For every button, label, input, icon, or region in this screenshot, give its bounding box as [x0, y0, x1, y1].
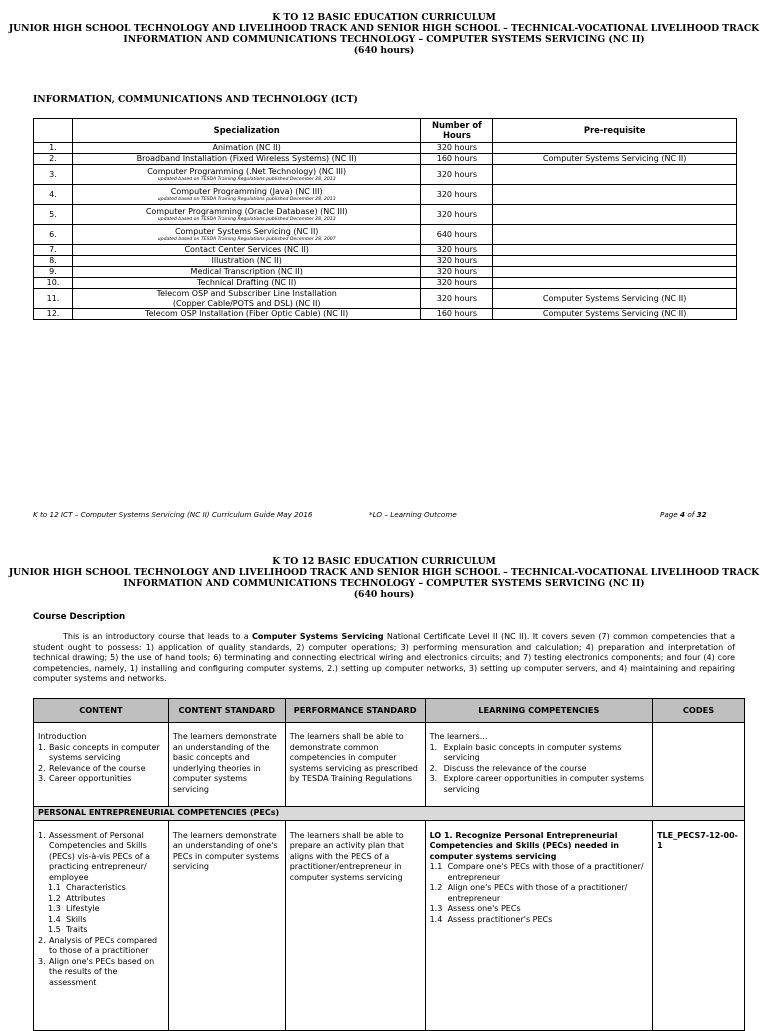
learning-competencies-table: [33, 698, 745, 1031]
list-item-text: Analysis of PECs compared to those of a practitioner: [49, 935, 158, 955]
list-item-text: Basic concepts in computer systems servicing: [49, 742, 160, 762]
list-item-number: 1.1: [48, 883, 61, 892]
header-line-1: K TO 12 BASIC EDUCATION CURRICULUM: [272, 556, 496, 567]
footer-left: K to 12 ICT – Computer Systems Servicing (NC II) Curriculum Guide May 2016: [33, 510, 313, 519]
intro-learning-competencies-cell: [425, 723, 653, 807]
list-item-number: 1.4: [429, 914, 443, 924]
list-item-number: 3.: [38, 774, 46, 783]
list-item: [38, 894, 164, 905]
list-item-text: Lifestyle: [66, 904, 100, 913]
pecs-learning-competencies-cell: [425, 820, 653, 1030]
table-row-introduction: [34, 723, 745, 807]
table-row: [34, 278, 737, 289]
list-item: [430, 862, 649, 883]
specialization-name: Computer Systems Servicing (NC II): [174, 227, 319, 236]
row-hours: 320 hours: [421, 278, 493, 289]
row-prerequisite: [493, 256, 737, 267]
row-number: 5.: [34, 205, 73, 225]
header-learning-competencies: LEARNING COMPETENCIES: [425, 699, 653, 723]
header-line-3: INFORMATION AND COMMUNICATIONS TECHNOLOGY – COMPUTER SYSTEMS SERVICING (NC II): [123, 578, 645, 589]
specialization-name: Medical Transcription (NC II): [190, 267, 303, 277]
lc-header-row: [34, 699, 745, 723]
list-item: [38, 743, 164, 764]
header-line-1: K TO 12 BASIC EDUCATION CURRICULUM: [272, 12, 496, 23]
specialization-name-line-2: (Copper Cable/POTS and DSL) (NC II): [172, 298, 321, 308]
intro-list: [38, 743, 164, 785]
course-desc-part1: This is an introductory course that leads to a: [63, 632, 249, 641]
header-codes: CODES: [653, 699, 745, 723]
row-hours: 160 hours: [421, 309, 493, 320]
specialization-name: Computer Programming (Java) (NC III): [170, 187, 323, 196]
pecs-content-cell: [34, 820, 169, 1030]
course-description-title: Course Description: [33, 612, 126, 622]
specialization-name: Contact Center Services (NC II): [184, 245, 309, 255]
header-line-2: JUNIOR HIGH SCHOOL TECHNOLOGY AND LIVELIHOOD TRACK AND SENIOR HIGH SCHOOL – TECHNICAL-VOCATIONAL LIVELIHOOD TRACK: [8, 23, 760, 34]
footer-middle: *LO – Learning Outcome: [369, 510, 457, 519]
table-row: [34, 185, 737, 205]
row-hours: 320 hours: [421, 205, 493, 225]
row-specialization: [72, 205, 420, 225]
table-row: [34, 165, 737, 185]
course-desc-part2: National Certificate Level II (NC II). It covers seven (7) common competencies that a student ought to possess: 1) application of quality standards, 2) computer operations; 3) performing mensuration and calculation; 4) preparation and interpretation of technical drawing; 5) the use of hand tools; 6) terminating and connecting electrical wiring and electronics circuits; and 7) testing electronics components; and four (4) core competencies, namely, 1) installing and configuring computer systems, 2.) setting up computer networks, 3) setting up computer servers, and 4) maintaining and repairing computer systems and networks.: [33, 632, 736, 683]
footer-page-number: [660, 510, 707, 519]
table-row-pecs-bar: [34, 807, 745, 821]
row-number: 1.: [34, 143, 73, 154]
row-prerequisite: Computer Systems Servicing (NC II): [493, 309, 737, 320]
table-row: [34, 143, 737, 154]
row-prerequisite: [493, 225, 737, 245]
row-specialization: [72, 267, 420, 278]
row-number: 3.: [34, 165, 73, 185]
list-item-number: 1.2: [429, 883, 443, 892]
specialization-name: Animation (NC II): [212, 143, 281, 153]
intro-content-standard: The learners demonstrate an understanding of the basic concepts and underlying theories in computer systems servicing: [168, 723, 285, 807]
list-item-number: 2.: [38, 763, 46, 773]
specialization-name: Computer Programming (.Net Technology) (NC III): [147, 167, 347, 176]
specialization-name: Computer Programming (Oracle Database) (NC III): [145, 207, 348, 216]
header-num: [34, 119, 73, 143]
row-specialization: [72, 289, 420, 309]
list-item: [38, 764, 164, 775]
section-title: INFORMATION, COMMUNICATIONS AND TECHNOLOGY (ICT): [33, 94, 358, 105]
specialization-table: [33, 118, 737, 320]
row-specialization: [72, 309, 420, 320]
pecs-list: [38, 831, 164, 989]
row-number: 11.: [34, 289, 73, 309]
row-prerequisite: [493, 143, 737, 154]
table-row: [34, 245, 737, 256]
page-label: Page: [660, 510, 678, 519]
list-item: [430, 774, 649, 795]
specialization-note: updated based on TESDA Training Regulations published December 28, 2013: [157, 176, 336, 182]
list-item-number: 2.: [429, 763, 438, 773]
page-header-2: [0, 556, 768, 600]
table-row: [34, 256, 737, 267]
intro-performance-standard: The learners shall be able to demonstrate common competencies in computer systems servicing as prescribed by TESDA Training Regulations: [285, 723, 425, 807]
header-specialization: Specialization: [72, 119, 420, 143]
intro-content-cell: [34, 723, 169, 807]
row-prerequisite: [493, 185, 737, 205]
row-number: 9.: [34, 267, 73, 278]
list-item-text: Explain basic concepts in computer systems servicing: [443, 742, 622, 762]
specialization-name: Broadband Installation (Fixed Wireless Systems) (NC II): [136, 154, 357, 164]
intro-lc-lead: The learners…: [429, 732, 488, 741]
list-item-number: 1.4: [48, 914, 61, 924]
table-row: [34, 225, 737, 245]
list-item-number: 3.: [429, 774, 438, 783]
list-item-text: Career opportunities: [49, 774, 132, 783]
list-item-text: Attributes: [66, 893, 106, 903]
row-hours: 160 hours: [421, 154, 493, 165]
row-specialization: [72, 143, 420, 154]
row-prerequisite: [493, 165, 737, 185]
intro-code: [653, 723, 745, 807]
list-item-number: 1.2: [48, 893, 61, 903]
row-hours: 320 hours: [421, 289, 493, 309]
row-number: 4.: [34, 185, 73, 205]
list-item-text: Compare one's PECs with those of a practitioner/ entrepreneur: [447, 862, 644, 882]
row-hours: 320 hours: [421, 185, 493, 205]
header-line-4: (640 hours): [353, 45, 415, 56]
table-row: [34, 154, 737, 165]
header-hours: Number of Hours: [421, 119, 493, 143]
list-item-text: Align one's PECs with those of a practitioner/ entrepreneur: [447, 883, 628, 903]
specialization-name: Illustration (NC II): [211, 256, 282, 266]
header-line-4: (640 hours): [353, 589, 415, 600]
specialization-note: updated based on TESDA Training Regulations published December 28, 2013: [157, 196, 336, 202]
list-item-text: Align one's PECs based on the results of the assessment: [49, 956, 155, 987]
pecs-content-standard: The learners demonstrate an understanding of one's PECs in computer systems servicing: [168, 820, 285, 1030]
list-item-number: 1.5: [48, 925, 61, 934]
row-number: 12.: [34, 309, 73, 320]
list-item-number: 1.1: [429, 862, 443, 871]
row-hours: 320 hours: [421, 256, 493, 267]
table-row: [34, 267, 737, 278]
list-item-text: Relevance of the course: [49, 763, 146, 773]
row-hours: 320 hours: [421, 267, 493, 278]
course-description-body: [33, 632, 735, 685]
row-hours: 320 hours: [421, 143, 493, 154]
page-of: of: [687, 510, 695, 519]
lo-1-title: LO 1. Recognize Personal Entrepreneurial Competencies and Skills (PECs) needed in computer systems servicing: [429, 830, 620, 861]
pecs-code: TLE_PECS7-12-00-1: [653, 820, 745, 1030]
list-item-text: Assess one's PECs: [447, 904, 521, 913]
intro-title: Introduction: [38, 732, 87, 741]
list-item-number: 1.3: [48, 904, 61, 913]
header-line-2: JUNIOR HIGH SCHOOL TECHNOLOGY AND LIVELIHOOD TRACK AND SENIOR HIGH SCHOOL – TECHNICAL-VOCATIONAL LIVELIHOOD TRACK: [8, 567, 760, 578]
table-row: [34, 205, 737, 225]
course-desc-bold: Computer Systems Servicing: [251, 632, 384, 641]
list-item: [38, 904, 164, 915]
row-number: 7.: [34, 245, 73, 256]
row-specialization: [72, 225, 420, 245]
list-item: [38, 925, 164, 936]
list-item-number: 2.: [38, 935, 46, 945]
header-content: CONTENT: [34, 699, 169, 723]
specialization-name: Telecom OSP Installation (Fiber Optic Cable) (NC II): [145, 309, 349, 319]
row-prerequisite: [493, 267, 737, 278]
list-item-number: 1.: [38, 742, 46, 752]
list-item-number: 1.: [429, 742, 438, 752]
page-current: 4: [680, 510, 686, 519]
row-hours: 320 hours: [421, 245, 493, 256]
table-row-pecs: [34, 820, 745, 1030]
row-number: 2.: [34, 154, 73, 165]
table-header-row: [34, 119, 737, 143]
specialization-table-body: [34, 143, 737, 320]
list-item: [38, 936, 164, 957]
row-hours: 320 hours: [421, 165, 493, 185]
pecs-section-label: PERSONAL ENTREPRENEURIAL COMPETENCIES (PECs): [34, 807, 745, 821]
list-item: [430, 904, 649, 915]
table-row: [34, 309, 737, 320]
row-prerequisite: [493, 278, 737, 289]
row-number: 6.: [34, 225, 73, 245]
list-item: [430, 883, 649, 904]
list-item-text: Explore career opportunities in computer systems servicing: [443, 774, 645, 794]
row-specialization: [72, 245, 420, 256]
list-item-text: Discuss the relevance of the course: [443, 763, 587, 773]
list-item: [430, 743, 649, 764]
row-prerequisite: [493, 245, 737, 256]
page-total: 32: [696, 510, 707, 519]
list-item-text: Assessment of Personal Competencies and Skills (PECs) vis-à-vis PECs of a practicing entrepreneur/ employee: [49, 830, 151, 882]
list-item-number: 3.: [38, 956, 46, 966]
intro-lc-list: [430, 743, 649, 796]
list-item-text: Assess practitioner's PECs: [447, 914, 553, 924]
row-hours: 640 hours: [421, 225, 493, 245]
row-specialization: [72, 154, 420, 165]
row-prerequisite: Computer Systems Servicing (NC II): [493, 289, 737, 309]
list-item: [38, 883, 164, 894]
list-item: [38, 774, 164, 785]
list-item-text: Characteristics: [66, 883, 126, 892]
list-item-text: Skills: [66, 914, 87, 924]
page-header: [0, 12, 768, 56]
list-item: [38, 831, 164, 884]
list-item-text: Traits: [66, 925, 88, 934]
specialization-note: updated based on TESDA Training Regulations published December 28, 2013: [157, 216, 336, 222]
row-prerequisite: [493, 205, 737, 225]
list-item: [430, 915, 649, 926]
header-content-standard: CONTENT STANDARD: [168, 699, 285, 723]
specialization-name: Telecom OSP and Subscriber Line Installation: [156, 289, 337, 298]
header-prerequisite: Pre-requisite: [493, 119, 737, 143]
row-specialization: [72, 256, 420, 267]
specialization-name: Technical Drafting (NC II): [196, 278, 297, 288]
list-item: [38, 957, 164, 989]
row-specialization: [72, 165, 420, 185]
specialization-note: updated based on TESDA Training Regulations published December 28, 2007: [157, 236, 336, 242]
list-item: [430, 764, 649, 775]
row-number: 10.: [34, 278, 73, 289]
list-item: [38, 915, 164, 926]
list-item-number: 1.: [38, 830, 46, 840]
row-specialization: [72, 185, 420, 205]
row-number: 8.: [34, 256, 73, 267]
row-prerequisite: Computer Systems Servicing (NC II): [493, 154, 737, 165]
lo-1-list: [430, 862, 649, 925]
list-item-number: 1.3: [429, 904, 443, 913]
row-specialization: [72, 278, 420, 289]
table-row: [34, 289, 737, 309]
header-performance-standard: PERFORMANCE STANDARD: [285, 699, 425, 723]
pecs-performance-standard: The learners shall be able to prepare an activity plan that aligns with the PECS of a practitioner/entrepreneur in computer systems servicing: [285, 820, 425, 1030]
header-line-3: INFORMATION AND COMMUNICATIONS TECHNOLOGY – COMPUTER SYSTEMS SERVICING (NC II): [123, 34, 645, 45]
